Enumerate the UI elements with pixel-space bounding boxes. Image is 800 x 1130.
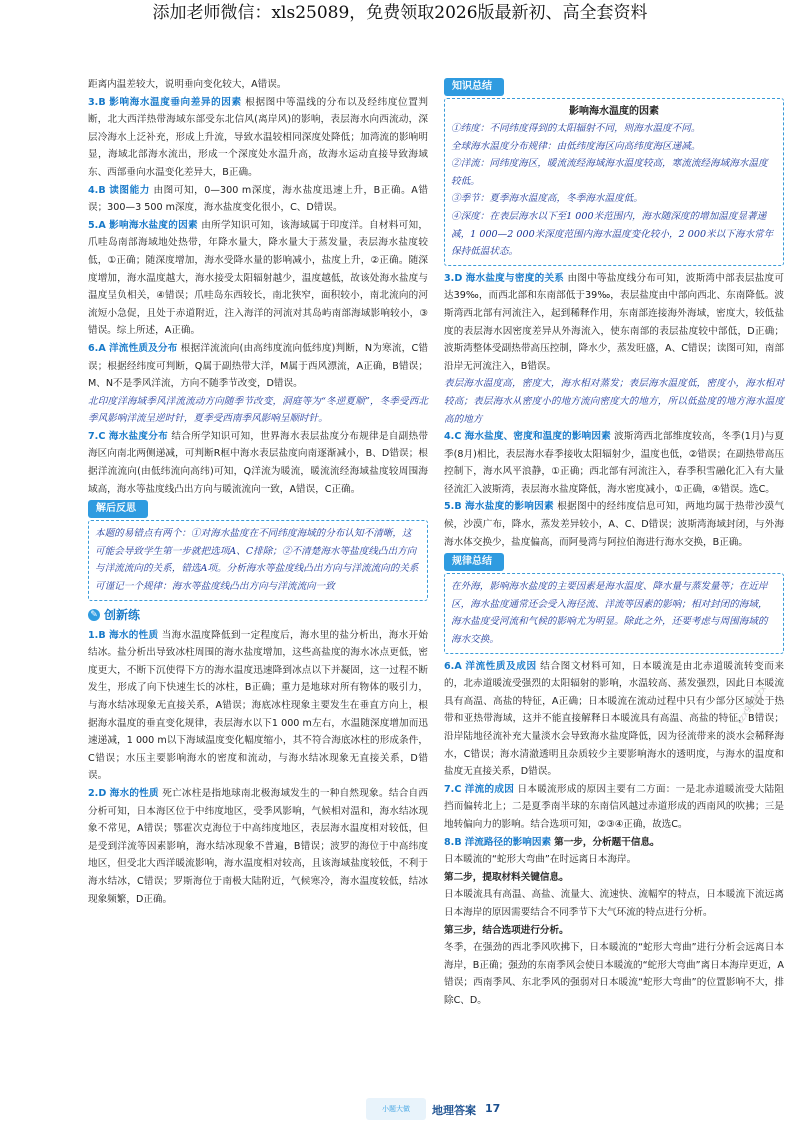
answer-5-left: 5.A 影响海水盐度的因素 由所学知识可知，该海域属于印度洋。自材料可知，爪哇岛南部海域地处热带，年降水量大，降水量大于蒸发量，表层海水盐度较低，①正确；随深度增加，海水受降水量的影响减小，盐度上升，②正确。随深度增加，海水温度越大，海水接受太阳辐射越少，温度越低，故该处海水盐度与温度呈负相关，④错误；爪哇岛东西较长，南北狭窄，面积较小，南北流向的河流短小急促，且处于赤道附近，注入海洋的河流对其岛屿南部海域影响较小，③错误。综上所述，A正确。 <box>88 219 428 337</box>
rule-summary-box <box>444 573 784 653</box>
answer-4-right: 4.C 海水盐度、密度和温度的影响因素 波斯湾西北部维度较高，冬季(1月)与夏季(8月)相比，表层海水春季接收太阳辐射少，温度也低，②错误；在副热带高压控制下，海水风平浪静，①正确；西北部有河流注入，春季积雪融化汇入有大量径流汇入波斯湾，表层海水盐度降低，海水密度减小，①正确，④错误。选C。 <box>444 431 784 495</box>
answer-7-left: 7.C 海水盐度分布 结合所学知识可知，世界海水表层盐度分布规律是自副热带海区向南北两侧递减，可判断R框中海水表层盐度向南逐渐减小，B、D错误；根据洋流流向(由低纬流向高纬)可知，Q洋流为暖流，暖流流经海域盐度较周围海域高，海水等盐度线凸出方向与暖流流向一致，A错误，C正确。 <box>88 430 428 495</box>
rule-summary-text: 在外海，影响海水盐度的主要因素是海水温度、降水量与蒸发量等；在近岸区，海水盐度通常还会受入海径流、洋流等因素的影响；相对封闭的海域，海水盐度受河流和气候的影响尤为明显。除此之外，还要考虑与周围海域的海水交换。 <box>451 581 768 646</box>
answer-6-left: 6.A 洋流性质及分布 根据洋流流向(由高纬度流向低纬度)判断，N为寒流，C错误；根据经纬度可判断，Q属于副热带大洋，M属于西风漂流，A正确，B错误；M、N不是季风洋流，方向不随季节改变，D错误。 <box>88 342 428 390</box>
answer-7-right: 7.C 洋流的成因 日本暖流形成的原因主要有二方面：一是北赤道暖流受大陆阻挡而偏转北上；二是夏季南半球的东南信风越过赤道形成的西南风的吹拂；三是地转偏向力的影响。结合选项可知，②③④正确，故选C。 <box>444 783 784 830</box>
knowledge-summary-box <box>444 98 784 266</box>
answer-3-left: 3.B 影响海水温度垂向差异的因素 根据图中等温线的分布以及经纬度位置判断，北大西洋热带海域东部受东北信风(离岸风)的影响，表层海水向西流动，深层冷海水上泛补充，形成上升流，导致水温较相同深度处降低；加湾流的影响明显，海域北部海水流出，形成一个深度处水温升高，故海水运动直接导致海域东、西部垂向水温变化差异大，B正确。 <box>88 96 428 178</box>
reflection-tab: 解后反思 <box>88 500 148 518</box>
answer-3-right: 3.D 海水盐度与密度的关系 由图中等盐度线分布可知，波斯湾中部表层盐度可达39‰，而西北部和东南部低于39‰，表层盐度由中部向西北、东南降低。波斯湾西北部有河流注入，起到稀释作用，东南部连接海外海域，密度大，较低盐度的表层海水因密度差异从外海流入，使东南部的表层盐度较中部低，D正确；波斯湾整体受副热带高压控制，降水少，蒸发旺盛，A、C错误；读图可知，南部沿岸无河流注入，B错误。 <box>444 272 784 372</box>
left-column <box>88 76 428 908</box>
reflection-text: 本题的易错点有两个：①对海水盐度在不同纬度海域的分布认知不清晰，这可能会导致学生第一步就把选项A、C排除；②不清楚海水等盐度线凸出方向与洋流流向的关系，错选A项。分析海水等盐度线凸出方向与洋流流向的关系可谨记一个规律：海水等盐度线凸出方向与洋流流向一致 <box>95 528 419 593</box>
knowledge-summary-tab: 知识总结 <box>444 78 504 96</box>
kt-line-3: ②洋流：同纬度海区，暖流流经海域海水温度较高，寒流流经海域海水温度较低。 <box>451 158 768 187</box>
kt-line-4: ③季节：夏季海水温度高，冬季海水温度低。 <box>451 193 643 205</box>
knowledge-summary-title: 影响海水温度的因素 <box>569 106 659 117</box>
page-footer <box>0 1098 800 1124</box>
pen-icon: ✎ <box>88 609 100 621</box>
answer-8-step3-text: 冬季，在强劲的西北季风吹拂下，日本暖流的“蛇形大弯曲”进行分析会远离日本海岸，B正确；强劲的东南季风会使日本暖流的“蛇形大弯曲”离日本海岸更近，A错误；西南季风、东北季风的强弱对日本暖流“蛇形大弯曲”的位置影响不大，排除C、D。 <box>444 942 784 1006</box>
top-banner: 添加老师微信：xls25089，免费领取2026版最新初、高全套资料 <box>152 3 648 23</box>
reflection-section <box>88 498 428 600</box>
page-number: 17 <box>485 1102 501 1115</box>
footer-logo: 小题大做 <box>366 1098 426 1120</box>
handwritten-note-3: 表层海水温度高，密度大，海水相对蒸发；表层海水温度低，密度小，海水相对较高；表层海水从密度小的地方流向密度大的地方，所以低盐度的地方海水温度高的地方 <box>444 378 784 425</box>
innovation-heading: ✎ 创新练 <box>88 605 428 625</box>
left-p1: 距离内温差较大，说明垂向变化较大，A错误。 <box>88 79 287 90</box>
kt-line-1: ①纬度：不同纬度得到的太阳辐射不同，则海水温度不同。 <box>451 123 701 134</box>
innov-answer-2: 2.D 海水的性质 死亡冰柱是指地球南北极海域发生的一种自然现象。结合自西分析可知，日本海区位于中纬度地区，受季风影响，气候相对温和，海水结冰现象不常见，A错误；鄂霍次克海位于中高纬度地区，表层海水温度相对较低，但是受到洋流等因素影响，海水结冰现象不普遍，B错误；波罗的海位于中高纬度地区，但受北大西洋暖流影响，海水温度相对较高，且该海域盐度较低，不利于海水结冰，C错误；罗斯海位于南极大陆附近，气候寒冷，海水温度较低，结冰现象频繁，D正确。 <box>88 787 428 905</box>
footer-subject-label: 地理答案 <box>432 1104 476 1117</box>
watermark: tzx985tzx <box>735 683 769 727</box>
rule-summary-tab: 规律总结 <box>444 553 504 571</box>
answer-8-step1-text: 日本暖流的“蛇形大弯曲”在时远离日本海岸。 <box>444 854 637 866</box>
kt-line-5: ④深度：在表层海水以下至1 000米范围内，海水随深度的增加温度显著递减，1 000—2 000米深度范围内海水温度变化较小，2 000米以下海水常年保持低温状态。 <box>451 210 774 258</box>
right-column <box>444 76 784 1010</box>
answer-8-step2: 第二步，提取材料关键信息。 <box>444 871 569 883</box>
answer-8-right: 8.B 洋流路径的影响因素 第一步，分析题干信息。 <box>444 836 660 848</box>
answer-8-step2-text: 日本暖流具有高温、高盐、流量大、流速快、流幅窄的特点，日本暖流下流远离日本海岸的原因需要结合不同季节下大气环流的特点进行分析。 <box>444 889 784 918</box>
answer-8-step3: 第三步，结合选项进行分析。 <box>444 924 569 936</box>
answer-6-right: 6.A 洋流性质及成因 结合图文材料可知，日本暖流是由北赤道暖流转变而来的，北赤道暖流受强烈的太阳辐射的影响，水温较高、蒸发强烈，因此日本暖流具有高温、高盐的特征，A正确；日本暖流在流动过程中只有少部分区域处于热带和亚热带海域，这并不能直接解释日本暖流具有高温、高盐的特征，B错误；沿岸陆地径流补充大量淡水会导致海水盐度降低，因为径流带来的淡水会稀释海水，C错误；海水清澈透明且杂质较少主要影响海水的透明度，与海水的温度和盐度无直接关系，D错误。 <box>444 660 785 778</box>
handwritten-note-6: 北印度洋海域季风洋流流动方向随季节改变，洞庭等为“冬逆夏顺”，冬季受西北季风影响洋流呈逆时针，夏季受西南季风影响呈顺时针。 <box>88 395 428 425</box>
kt-line-2: 全球海水温度分布规律：由低纬度海区向高纬度海区递减。 <box>451 140 701 152</box>
answer-5-right: 5.B 海水盐度的影响因素 根据图中的经纬度信息可知，两地均属于热带沙漠气候，沙漠广布，降水，蒸发差异较小，A、C、D错误；波斯湾海域封闭，与外海海水体交换少，盐度偏高，而阿曼湾与阿拉伯海进行海水交换，B正确。 <box>444 501 785 548</box>
reflection-box <box>88 520 428 600</box>
innov-answer-1: 1.B 海水的性质 当海水温度降低到一定程度后，海水里的盐分析出，海水开始结冰。盐分析出导致冰柱周围的海水盐度增加，这些高盐度的海水冰点更低，密度更大，不断下沉使得下方的海水温度迅速降到冰点以下并凝固，这一过程不断发生，形成了向下快速生长的冰柱，B正确；重力是地球对所有物体的吸引力，与海水结冰现象无直接关系，A错误；海底冰柱现象主要发生在垂直方向上，根据海水温度的垂直变化规律，表层海水以下1 000 m左右，水温随深度增加而迅速递减，1 000 m以下海域温度变化幅度缩小，其不符合海底冰柱的形成条件，C错误；水压主要影响海水的密度和流动，与海水结冰现象无直接关系，D错误。 <box>88 629 429 782</box>
answer-4-left: 4.B 读图能力 由图可知，0—300 m深度，海水盐度迅速上升，B正确。A错误；300—3 500 m深度，海水盐度变化很小，C、D错误。 <box>88 184 428 214</box>
